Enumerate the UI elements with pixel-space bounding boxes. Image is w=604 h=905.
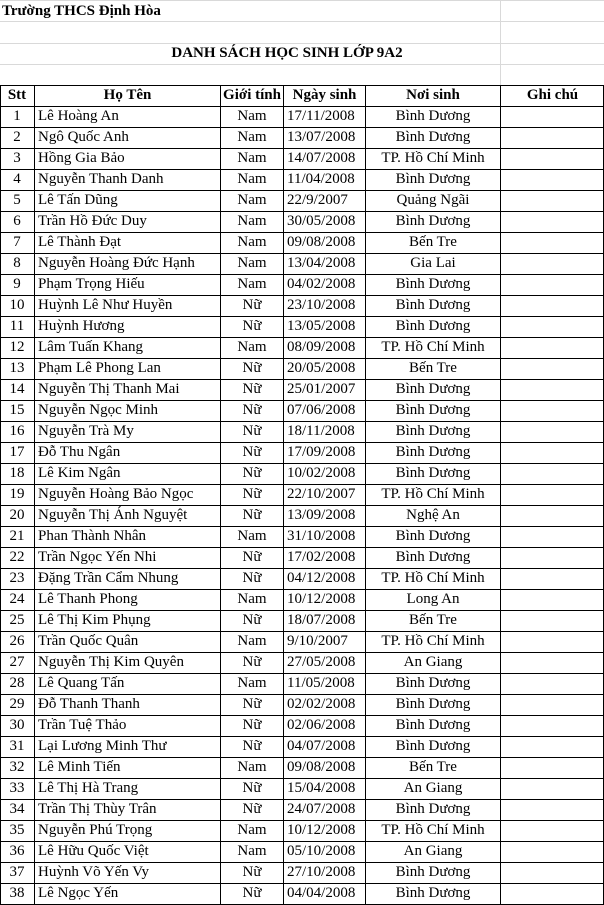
cell-name[interactable]: Lê Ngọc Yến: [38, 885, 119, 901]
cell-gender[interactable]: Nữ: [242, 654, 262, 670]
cell-dob[interactable]: 08/09/2008: [287, 339, 356, 355]
cell-name[interactable]: Lê Thị Kim Phụng: [38, 612, 151, 628]
cell-stt[interactable]: 18: [9, 465, 25, 481]
cell-note[interactable]: [501, 379, 604, 400]
cell-stt[interactable]: 10: [9, 297, 25, 313]
cell-stt[interactable]: 36: [9, 843, 25, 859]
header-note[interactable]: Ghi chú: [526, 87, 579, 103]
cell-birthplace[interactable]: Long An: [406, 591, 460, 607]
cell-stt[interactable]: 27: [9, 654, 25, 670]
cell-gender[interactable]: Nam: [237, 591, 267, 607]
cell-dob[interactable]: 04/04/2008: [287, 885, 356, 901]
cell-name[interactable]: Nguyễn Trà My: [38, 423, 134, 439]
cell-note[interactable]: [501, 631, 604, 652]
header-stt[interactable]: Stt: [7, 87, 27, 103]
cell-note[interactable]: [501, 106, 604, 127]
cell-dob[interactable]: 14/07/2008: [287, 150, 356, 166]
cell-birthplace[interactable]: TP. Hồ Chí Minh: [381, 633, 485, 649]
cell-gender[interactable]: Nữ: [242, 780, 262, 796]
cell-birthplace[interactable]: Bình Dương: [395, 129, 471, 145]
table-row: [0, 568, 604, 589]
cell-name[interactable]: Đặng Trần Cẩm Nhung: [38, 570, 179, 586]
header-name[interactable]: Họ Tên: [103, 87, 152, 103]
header-birthplace[interactable]: Nơi sinh: [406, 87, 460, 103]
cell-dob[interactable]: 9/10/2007: [287, 633, 348, 649]
cell-gender[interactable]: Nữ: [242, 696, 262, 712]
cell-birthplace[interactable]: Bình Dương: [395, 864, 471, 880]
cell-stt[interactable]: 32: [9, 759, 25, 775]
cell-gender[interactable]: Nữ: [242, 801, 262, 817]
cell-birthplace[interactable]: Bình Dương: [395, 801, 471, 817]
cell-note[interactable]: [501, 673, 604, 694]
cell-stt[interactable]: 5: [13, 192, 21, 208]
cell-stt[interactable]: 17: [9, 444, 25, 460]
cell-stt[interactable]: 3: [13, 150, 21, 166]
table-row: [0, 505, 604, 526]
cell-birthplace[interactable]: Bình Dương: [395, 696, 471, 712]
school-name[interactable]: Trường THCS Định Hòa: [2, 3, 161, 19]
cell-dob[interactable]: 22/9/2007: [287, 192, 348, 208]
cell-dob[interactable]: 17/02/2008: [287, 549, 356, 565]
cell-dob[interactable]: 04/02/2008: [287, 276, 356, 292]
cell-name[interactable]: Phan Thành Nhân: [38, 528, 147, 544]
cell-gender[interactable]: Nam: [237, 213, 267, 229]
cell-stt[interactable]: 12: [9, 339, 25, 355]
cell-birthplace[interactable]: Bình Dương: [395, 885, 471, 901]
cell-birthplace[interactable]: Bến Tre: [409, 360, 457, 376]
cell-name[interactable]: Phạm Lê Phong Lan: [38, 360, 161, 376]
light-gridline: [0, 64, 604, 65]
table-row: [0, 106, 604, 127]
cell-name[interactable]: Trần Tuệ Thảo: [38, 717, 127, 733]
cell-stt[interactable]: 21: [9, 528, 25, 544]
cell-dob[interactable]: 13/05/2008: [287, 318, 356, 334]
cell-note[interactable]: [501, 421, 604, 442]
cell-birthplace[interactable]: Bình Dương: [395, 549, 471, 565]
cell-gender[interactable]: Nam: [237, 108, 267, 124]
cell-dob[interactable]: 04/12/2008: [287, 570, 356, 586]
table-row: [0, 337, 604, 358]
cell-note[interactable]: [501, 736, 604, 757]
cell-dob[interactable]: 05/10/2008: [287, 843, 356, 859]
table-row: [0, 148, 604, 169]
cell-note[interactable]: [501, 127, 604, 148]
cell-birthplace[interactable]: Bình Dương: [395, 423, 471, 439]
cell-stt[interactable]: 33: [9, 780, 25, 796]
cell-note[interactable]: [501, 253, 604, 274]
cell-name[interactable]: Lê Minh Tiến: [38, 759, 121, 775]
cell-birthplace[interactable]: TP. Hồ Chí Minh: [381, 570, 485, 586]
header-dob[interactable]: Ngày sinh: [292, 87, 357, 103]
table-row: [0, 778, 604, 799]
cell-stt[interactable]: 26: [9, 633, 25, 649]
cell-note[interactable]: [501, 148, 604, 169]
cell-stt[interactable]: 6: [13, 213, 21, 229]
cell-birthplace[interactable]: Bến Tre: [409, 234, 457, 250]
table-row: [0, 169, 604, 190]
cell-dob[interactable]: 20/05/2008: [287, 360, 356, 376]
cell-birthplace[interactable]: Bình Dương: [395, 717, 471, 733]
table-row: [0, 883, 604, 904]
cell-birthplace[interactable]: Bến Tre: [409, 759, 457, 775]
light-gridline: [0, 0, 604, 1]
table-row: [0, 652, 604, 673]
cell-birthplace[interactable]: Bình Dương: [395, 108, 471, 124]
cell-birthplace[interactable]: Bến Tre: [409, 612, 457, 628]
table-row: [0, 127, 604, 148]
cell-name[interactable]: Huỳnh Võ Yến Vy: [38, 864, 149, 880]
cell-stt[interactable]: 11: [9, 318, 25, 334]
cell-stt[interactable]: 30: [9, 717, 25, 733]
cell-birthplace[interactable]: Bình Dương: [395, 402, 471, 418]
cell-note[interactable]: [501, 757, 604, 778]
cell-note[interactable]: [501, 295, 604, 316]
cell-note[interactable]: [501, 610, 604, 631]
cell-name[interactable]: Trần Quốc Quân: [38, 633, 139, 649]
cell-note[interactable]: [501, 211, 604, 232]
cell-dob[interactable]: 10/12/2008: [287, 591, 356, 607]
page-title-text: DANH SÁCH HỌC SINH LỚP 9A2: [171, 45, 403, 61]
table-row: [0, 673, 604, 694]
cell-dob[interactable]: 24/07/2008: [287, 801, 356, 817]
cell-note[interactable]: [501, 589, 604, 610]
cell-gender[interactable]: Nữ: [242, 885, 262, 901]
cell-name[interactable]: Lê Thanh Phong: [38, 591, 138, 607]
cell-name[interactable]: Phạm Trọng Hiếu: [38, 276, 145, 292]
cell-stt[interactable]: 15: [9, 402, 25, 418]
cell-dob[interactable]: 27/10/2008: [287, 864, 356, 880]
cell-name[interactable]: Nguyễn Phú Trọng: [38, 822, 153, 838]
header-row: [0, 85, 604, 106]
cell-note[interactable]: [501, 337, 604, 358]
cell-dob[interactable]: 13/04/2008: [287, 255, 356, 271]
cell-name[interactable]: Nguyễn Thị Thanh Mai: [38, 381, 180, 397]
cell-name[interactable]: Nguyễn Thị Ánh Nguyệt: [38, 507, 188, 523]
cell-gender[interactable]: Nữ: [242, 465, 262, 481]
cell-stt[interactable]: 24: [9, 591, 25, 607]
cell-gender[interactable]: Nam: [237, 171, 267, 187]
cell-gender[interactable]: Nữ: [242, 738, 262, 754]
cell-dob[interactable]: 13/09/2008: [287, 507, 356, 523]
cell-stt[interactable]: 28: [9, 675, 25, 691]
cell-name[interactable]: Lê Thành Đạt: [38, 234, 122, 250]
table-row: [0, 463, 604, 484]
cell-gender[interactable]: Nữ: [242, 570, 262, 586]
cell-dob[interactable]: 15/04/2008: [287, 780, 356, 796]
cell-dob[interactable]: 04/07/2008: [287, 738, 356, 754]
table-row: [0, 400, 604, 421]
cell-name[interactable]: Lê Quang Tấn: [38, 675, 125, 691]
cell-name[interactable]: Đỗ Thu Ngân: [38, 444, 121, 460]
cell-stt[interactable]: 9: [13, 276, 21, 292]
cell-note[interactable]: [501, 484, 604, 505]
cell-stt[interactable]: 8: [13, 255, 21, 271]
cell-note[interactable]: [501, 883, 604, 904]
cell-gender[interactable]: Nam: [237, 633, 267, 649]
cell-dob[interactable]: 17/11/2008: [287, 108, 355, 124]
cell-note[interactable]: [501, 841, 604, 862]
table-row: [0, 757, 604, 778]
cell-gender[interactable]: Nữ: [242, 381, 262, 397]
cell-name[interactable]: Huỳnh Lê Như Huyền: [38, 297, 173, 313]
cell-note[interactable]: [501, 505, 604, 526]
table-row: [0, 211, 604, 232]
cell-birthplace[interactable]: Bình Dương: [395, 675, 471, 691]
table-row: [0, 316, 604, 337]
cell-note[interactable]: [501, 169, 604, 190]
cell-stt[interactable]: 38: [9, 885, 25, 901]
cell-note[interactable]: [501, 232, 604, 253]
cell-dob[interactable]: 09/08/2008: [287, 759, 356, 775]
table-row: [0, 484, 604, 505]
cell-name[interactable]: Lê Tấn Dũng: [38, 192, 118, 208]
cell-birthplace[interactable]: Bình Dương: [395, 297, 471, 313]
cell-stt[interactable]: 23: [9, 570, 25, 586]
cell-name[interactable]: Nguyễn Thanh Danh: [38, 171, 164, 187]
cell-stt[interactable]: 22: [9, 549, 25, 565]
cell-stt[interactable]: 1: [13, 108, 21, 124]
cell-birthplace[interactable]: Bình Dương: [395, 381, 471, 397]
cell-note[interactable]: [501, 358, 604, 379]
cell-name[interactable]: Nguyễn Hoàng Đức Hạnh: [38, 255, 195, 271]
cell-gender[interactable]: Nữ: [242, 717, 262, 733]
cell-dob[interactable]: 25/01/2007: [287, 381, 356, 397]
cell-gender[interactable]: Nam: [237, 822, 267, 838]
table-row: [0, 715, 604, 736]
table-row: [0, 358, 604, 379]
cell-note[interactable]: [501, 400, 604, 421]
page-title[interactable]: [0, 45, 604, 62]
table-row: [0, 862, 604, 883]
table-row: [0, 736, 604, 757]
cell-dob[interactable]: 07/06/2008: [287, 402, 356, 418]
cell-note[interactable]: [501, 862, 604, 883]
cell-dob[interactable]: 10/02/2008: [287, 465, 356, 481]
table-row: [0, 799, 604, 820]
cell-name[interactable]: Huỳnh Hương: [38, 318, 125, 334]
cell-name[interactable]: Nguyễn Hoàng Bảo Ngọc: [38, 486, 194, 502]
cell-dob[interactable]: 18/07/2008: [287, 612, 356, 628]
cell-dob[interactable]: 02/02/2008: [287, 696, 356, 712]
cell-birthplace[interactable]: TP. Hồ Chí Minh: [381, 486, 485, 502]
cell-dob[interactable]: 11/04/2008: [287, 171, 355, 187]
cell-birthplace[interactable]: TP. Hồ Chí Minh: [381, 150, 485, 166]
table-row: [0, 526, 604, 547]
cell-birthplace[interactable]: Bình Dương: [395, 171, 471, 187]
cell-birthplace[interactable]: An Giang: [403, 843, 463, 859]
table-row: [0, 694, 604, 715]
cell-dob[interactable]: 18/11/2008: [287, 423, 355, 439]
cell-stt[interactable]: 2: [13, 129, 21, 145]
cell-gender[interactable]: Nam: [237, 276, 267, 292]
cell-dob[interactable]: 13/07/2008: [287, 129, 356, 145]
cell-gender[interactable]: Nam: [237, 675, 267, 691]
cell-dob[interactable]: 31/10/2008: [287, 528, 356, 544]
cell-note[interactable]: [501, 463, 604, 484]
cell-birthplace[interactable]: Bình Dương: [395, 465, 471, 481]
cell-gender[interactable]: Nữ: [242, 402, 262, 418]
cell-gender[interactable]: Nữ: [242, 612, 262, 628]
cell-birthplace[interactable]: Bình Dương: [395, 528, 471, 544]
cell-name[interactable]: Đỗ Thanh Thanh: [38, 696, 140, 712]
cell-note[interactable]: [501, 715, 604, 736]
cell-name[interactable]: Nguyễn Thị Kim Quyên: [38, 654, 184, 670]
cell-gender[interactable]: Nữ: [242, 864, 262, 880]
header-gender[interactable]: Giới tính: [223, 87, 281, 103]
cell-dob[interactable]: 02/06/2008: [287, 717, 356, 733]
cell-birthplace[interactable]: Nghệ An: [406, 507, 460, 523]
cell-name[interactable]: Trần Hồ Đức Duy: [38, 213, 147, 229]
cell-note[interactable]: [501, 799, 604, 820]
table-row: [0, 589, 604, 610]
cell-name[interactable]: Lê Hoàng An: [38, 108, 119, 124]
cell-name[interactable]: Lâm Tuấn Khang: [38, 339, 143, 355]
cell-name[interactable]: Lê Hữu Quốc Việt: [38, 843, 149, 859]
cell-gender[interactable]: Nam: [237, 339, 267, 355]
cell-dob[interactable]: 11/05/2008: [287, 675, 355, 691]
table-row: [0, 190, 604, 211]
table-row: [0, 253, 604, 274]
cell-birthplace[interactable]: Quảng Ngãi: [396, 192, 470, 208]
cell-note[interactable]: [501, 820, 604, 841]
cell-gender[interactable]: Nam: [237, 759, 267, 775]
table-row: [0, 274, 604, 295]
cell-birthplace[interactable]: Bình Dương: [395, 318, 471, 334]
cell-gender[interactable]: Nữ: [242, 486, 262, 502]
cell-note[interactable]: [501, 190, 604, 211]
cell-stt[interactable]: 29: [9, 696, 25, 712]
cell-gender[interactable]: Nam: [237, 129, 267, 145]
cell-note[interactable]: [501, 547, 604, 568]
cell-stt[interactable]: 20: [9, 507, 25, 523]
cell-name[interactable]: Hồng Gia Bảo: [38, 150, 125, 166]
cell-gender[interactable]: Nữ: [242, 318, 262, 334]
cell-note[interactable]: [501, 526, 604, 547]
cell-birthplace[interactable]: An Giang: [403, 780, 463, 796]
cell-gender[interactable]: Nữ: [242, 444, 262, 460]
cell-note[interactable]: [501, 568, 604, 589]
table-row: [0, 295, 604, 316]
cell-dob[interactable]: 30/05/2008: [287, 213, 356, 229]
cell-stt[interactable]: 4: [13, 171, 21, 187]
table-row: [0, 610, 604, 631]
cell-dob[interactable]: 22/10/2007: [287, 486, 356, 502]
table-row: [0, 631, 604, 652]
table-row: [0, 232, 604, 253]
cell-name[interactable]: Trần Thị Thùy Trân: [38, 801, 157, 817]
cell-gender[interactable]: Nữ: [242, 423, 262, 439]
cell-gender[interactable]: Nam: [237, 234, 267, 250]
cell-gender[interactable]: Nam: [237, 843, 267, 859]
cell-birthplace[interactable]: TP. Hồ Chí Minh: [381, 339, 485, 355]
cell-stt[interactable]: 14: [9, 381, 25, 397]
cell-gender[interactable]: Nữ: [242, 549, 262, 565]
cell-dob[interactable]: 23/10/2008: [287, 297, 356, 313]
cell-stt[interactable]: 31: [9, 738, 25, 754]
cell-stt[interactable]: 19: [9, 486, 25, 502]
cell-gender[interactable]: Nam: [237, 150, 267, 166]
cell-stt[interactable]: 37: [9, 864, 25, 880]
cell-dob[interactable]: 17/09/2008: [287, 444, 356, 460]
light-gridline: [500, 0, 501, 85]
cell-gender[interactable]: Nam: [237, 255, 267, 271]
cell-gender[interactable]: Nữ: [242, 507, 262, 523]
cell-birthplace[interactable]: Bình Dương: [395, 738, 471, 754]
cell-name[interactable]: Nguyễn Ngọc Minh: [38, 402, 158, 418]
cell-dob[interactable]: 10/12/2008: [287, 822, 356, 838]
cell-dob[interactable]: 27/05/2008: [287, 654, 356, 670]
light-gridline: [0, 21, 604, 22]
cell-stt[interactable]: 25: [9, 612, 25, 628]
cell-name[interactable]: Trần Ngọc Yến Nhi: [38, 549, 157, 565]
table-row: [0, 379, 604, 400]
cell-birthplace[interactable]: Bình Dương: [395, 276, 471, 292]
cell-name[interactable]: Lại Lương Minh Thư: [38, 738, 167, 754]
table-row: [0, 841, 604, 862]
cell-stt[interactable]: 35: [9, 822, 25, 838]
cell-note[interactable]: [501, 442, 604, 463]
cell-birthplace[interactable]: TP. Hồ Chí Minh: [381, 822, 485, 838]
cell-gender[interactable]: Nữ: [242, 360, 262, 376]
cell-note[interactable]: [501, 652, 604, 673]
cell-name[interactable]: Lê Thị Hà Trang: [38, 780, 139, 796]
cell-gender[interactable]: Nam: [237, 528, 267, 544]
cell-note[interactable]: [501, 778, 604, 799]
cell-birthplace[interactable]: Bình Dương: [395, 213, 471, 229]
cell-name[interactable]: Lê Kim Ngân: [38, 465, 121, 481]
cell-birthplace[interactable]: Bình Dương: [395, 444, 471, 460]
cell-stt[interactable]: 16: [9, 423, 25, 439]
cell-note[interactable]: [501, 274, 604, 295]
cell-note[interactable]: [501, 694, 604, 715]
table-row: [0, 820, 604, 841]
table-row: [0, 442, 604, 463]
cell-stt[interactable]: 34: [9, 801, 25, 817]
cell-dob[interactable]: 09/08/2008: [287, 234, 356, 250]
light-gridline: [0, 43, 604, 44]
cell-stt[interactable]: 13: [9, 360, 25, 376]
table-row: [0, 547, 604, 568]
table-row: [0, 421, 604, 442]
cell-gender[interactable]: Nam: [237, 192, 267, 208]
cell-birthplace[interactable]: An Giang: [403, 654, 463, 670]
cell-note[interactable]: [501, 316, 604, 337]
cell-name[interactable]: Ngô Quốc Anh: [38, 129, 129, 145]
cell-stt[interactable]: 7: [13, 234, 21, 250]
cell-birthplace[interactable]: Gia Lai: [410, 255, 456, 271]
cell-gender[interactable]: Nữ: [242, 297, 262, 313]
